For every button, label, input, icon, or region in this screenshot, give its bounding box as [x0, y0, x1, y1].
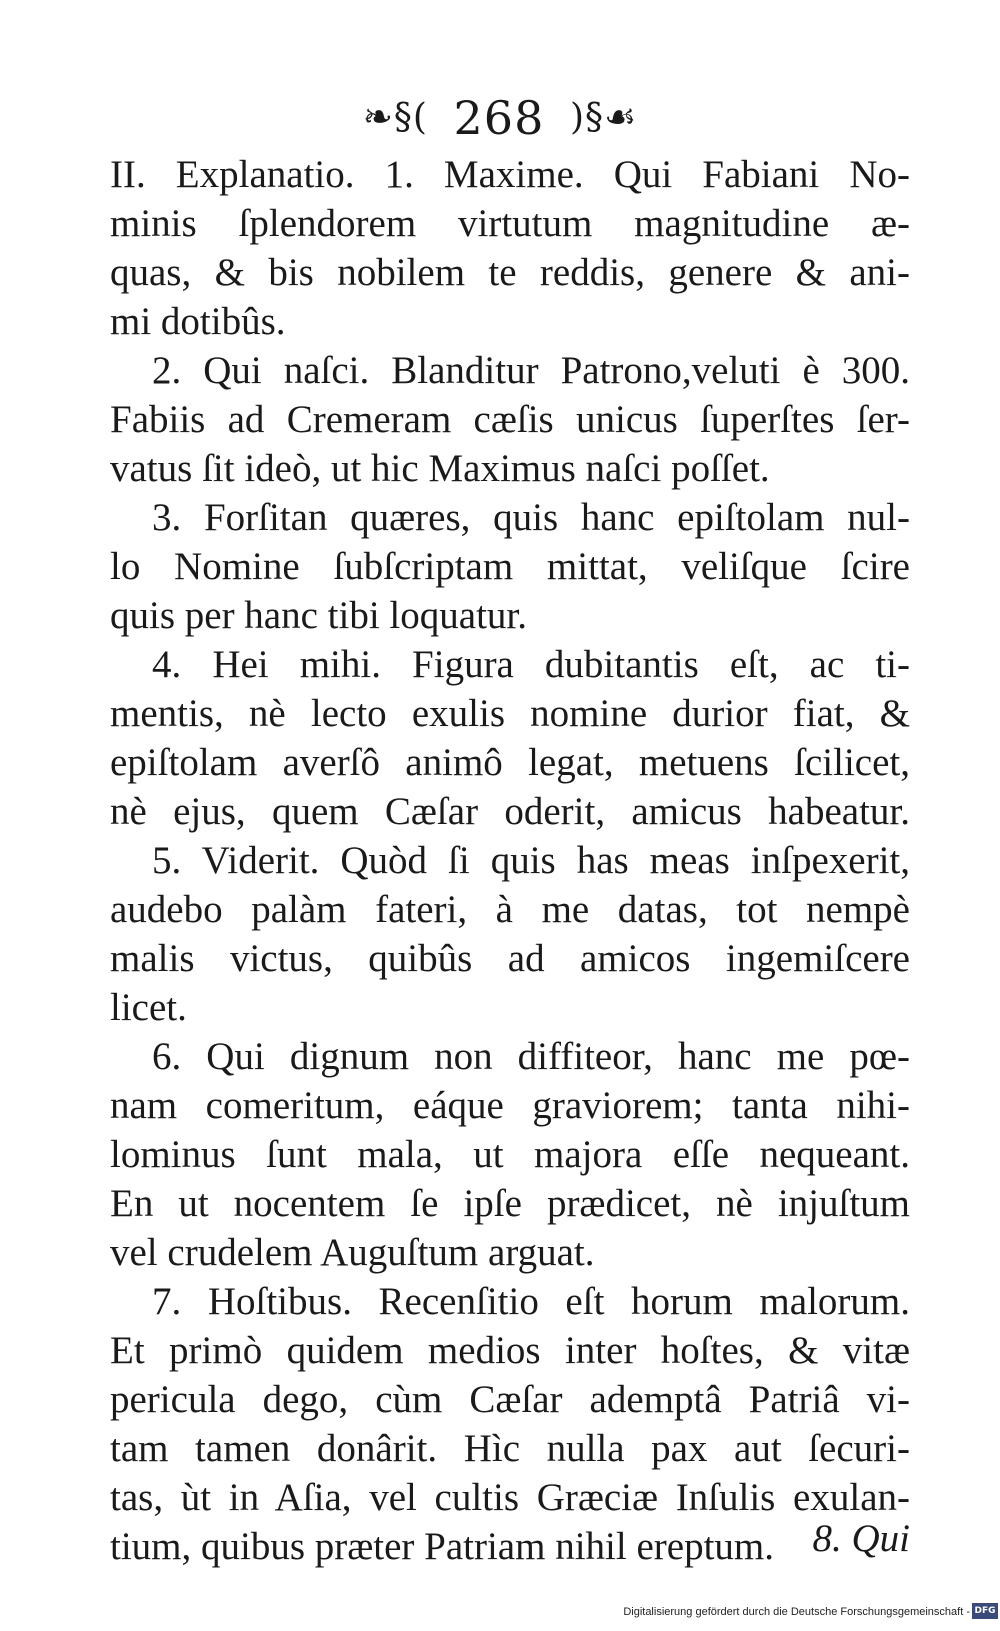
- text-line: tas, ùt in Aſia, vel cultis Græciæ Inſulis exulan-: [110, 1476, 910, 1519]
- text-line: audebo palàm fateri, à me datas, tot nempè: [110, 888, 910, 931]
- text-line: nam comeritum, eáque graviorem; tanta nihi-: [110, 1084, 910, 1127]
- text-line: Et primò quidem medios inter hoſtes, & vitæ: [110, 1329, 910, 1372]
- page-header: [0, 88, 1000, 144]
- text-line: nè ejus, quem Cæſar oderit, amicus habeatur.: [110, 790, 910, 833]
- text-line: En ut nocentem ſe ipſe prædicet, nè injuſtum: [110, 1182, 910, 1225]
- text-line: epiſtolam averſô animô legat, metuens ſcilicet,: [110, 741, 910, 784]
- text-line: 7. Hoſtibus. Recenſitio eſt horum malorum.: [152, 1280, 910, 1323]
- page-number: 268: [453, 91, 545, 145]
- text-line: malis victus, quibûs ad amicos ingemiſcere: [110, 937, 910, 980]
- text-line: 6. Qui dignum non diffiteor, hanc me pœ-: [152, 1035, 910, 1078]
- text-line: licet.: [110, 986, 187, 1029]
- text-line: 2. Qui naſci. Blanditur Patrono,veluti è 300.: [152, 349, 910, 392]
- text-line: lominus ſunt mala, ut majora eſſe nequeant.: [110, 1133, 910, 1176]
- text-line: tam tamen donârit. Hìc nulla pax aut ſecuri-: [110, 1427, 910, 1470]
- text-line: vatus ſit ideò, ut hic Maximus naſci poſſet.: [110, 447, 770, 490]
- text-line: quis per hanc tibi loquatur.: [110, 594, 528, 637]
- text-line: Fabiis ad Cremeram cæſis unicus ſuperſtes ſer-: [110, 398, 910, 441]
- catchword: 8. Qui: [812, 1517, 910, 1560]
- text-line: tium, quibus præter Patriam nihil ereptum.: [110, 1525, 774, 1568]
- text-line: 4. Hei mihi. Figura dubitantis eſt, ac ti-: [152, 643, 910, 686]
- left-ornament-icon: ❧§(: [362, 97, 428, 138]
- text-body: [110, 150, 910, 1571]
- right-ornament-icon: )§☙: [569, 97, 638, 138]
- text-line: 3. Forſitan quæres, quis hanc epiſtolam nul-: [152, 496, 910, 539]
- dfg-logo-icon: DFG: [972, 1603, 998, 1619]
- text-line: lo Nomine ſubſcriptam mittat, veliſque ſcire: [110, 545, 910, 588]
- text-line: 5. Viderit. Quòd ſi quis has meas inſpexerit,: [152, 839, 910, 882]
- footer-credit: Digitalisierung gefördert durch die Deutsche Forschungsgemeinschaft -: [623, 1606, 970, 1618]
- text-line: mi dotibûs.: [110, 300, 286, 343]
- text-line: vel crudelem Auguſtum arguat.: [110, 1231, 595, 1274]
- text-line: quas, & bis nobilem te reddis, genere & ani-: [110, 251, 910, 294]
- text-line: II. Explanatio. 1. Maxime. Qui Fabiani No-: [110, 153, 910, 196]
- text-line: pericula dego, cùm Cæſar ademptâ Patriâ vi-: [110, 1378, 910, 1421]
- text-line: minis ſplendorem virtutum magnitudine æ-: [110, 202, 910, 245]
- text-line: mentis, nè lecto exulis nomine durior fiat, &: [110, 692, 910, 735]
